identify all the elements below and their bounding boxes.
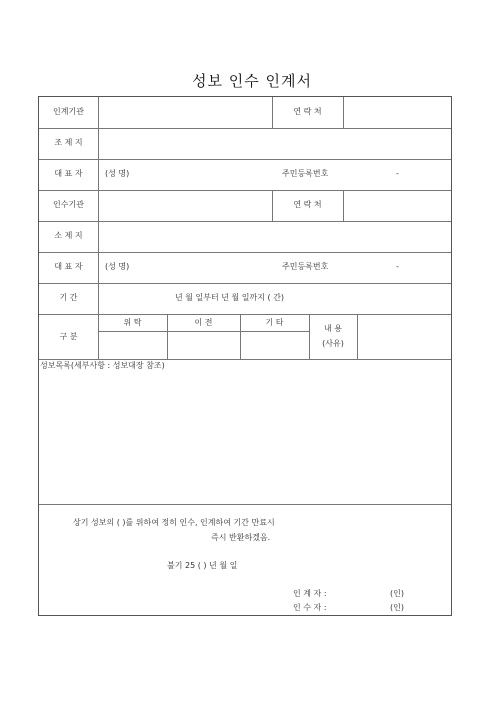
contact-field-2[interactable] [344, 191, 451, 221]
transferor-label: 인 계 자 : [293, 589, 327, 598]
resident-id-label-1: 주민등록번호 [282, 169, 329, 178]
location-field-1[interactable] [99, 129, 451, 159]
document-title: 성보 인수 인계서 [192, 72, 312, 90]
divider [39, 359, 451, 360]
recipient-seal: (인) [390, 603, 404, 612]
category-transfer-check[interactable] [168, 332, 240, 359]
statement-line-1: 상기 성보의 ( )를 위하여 정히 인수, 인계하여 기간 만료시 [73, 518, 275, 527]
location-label-1: 조 제 지 [54, 138, 83, 147]
transferor-seal: (인) [390, 589, 404, 598]
category-other-check[interactable] [241, 332, 309, 359]
contact-label-1: 연 락 처 [293, 107, 322, 116]
period-text: 년 월 일부터 년 월 일까지 ( 간) [175, 293, 285, 302]
divider [39, 504, 451, 505]
representative-name-field-2[interactable] [149, 253, 269, 283]
name-label-2: (성 명) [105, 262, 130, 271]
divider [39, 283, 451, 284]
contact-label-2: 연 락 처 [293, 200, 322, 209]
receive-org-label: 인수기관 [53, 200, 84, 209]
category-consign-check[interactable] [99, 332, 167, 359]
representative-label-1: 대 표 자 [54, 169, 83, 178]
reason-label: (사유) [322, 339, 344, 348]
receive-org-field[interactable] [99, 191, 272, 221]
category-other: 기 타 [265, 318, 284, 327]
divider [309, 314, 310, 359]
statement-line-2: 즉시 반환하겠음. [211, 533, 271, 542]
item-list-label: 성보목록(세부사항 : 성보대장 참조) [40, 361, 165, 370]
resident-id-dash-2: - [396, 262, 399, 271]
buddhist-date: 불기 25 ( ) 년 월 일 [167, 561, 238, 570]
representative-name-field-1[interactable] [149, 160, 269, 190]
category-label: 구 분 [59, 332, 78, 341]
representative-label-2: 대 표 자 [54, 262, 83, 271]
period-label: 기 간 [59, 293, 78, 302]
item-list-field[interactable] [40, 373, 450, 503]
content-label: 내 용 [324, 324, 342, 333]
transfer-org-label: 인계기관 [53, 107, 84, 116]
content-field[interactable] [358, 315, 451, 359]
category-consign: 위 탁 [123, 318, 142, 327]
resident-id-label-2: 주민등록번호 [282, 262, 329, 271]
transfer-org-field[interactable] [99, 98, 272, 128]
transfer-form [38, 96, 452, 616]
location-field-2[interactable] [99, 222, 451, 252]
name-label-1: (성 명) [105, 169, 130, 178]
recipient-label: 인 수 자 : [293, 603, 327, 612]
contact-field-1[interactable] [344, 98, 451, 128]
resident-id-dash-1: - [396, 169, 399, 178]
category-transfer: 이 전 [194, 318, 213, 327]
location-label-2: 소 제 지 [54, 231, 83, 240]
